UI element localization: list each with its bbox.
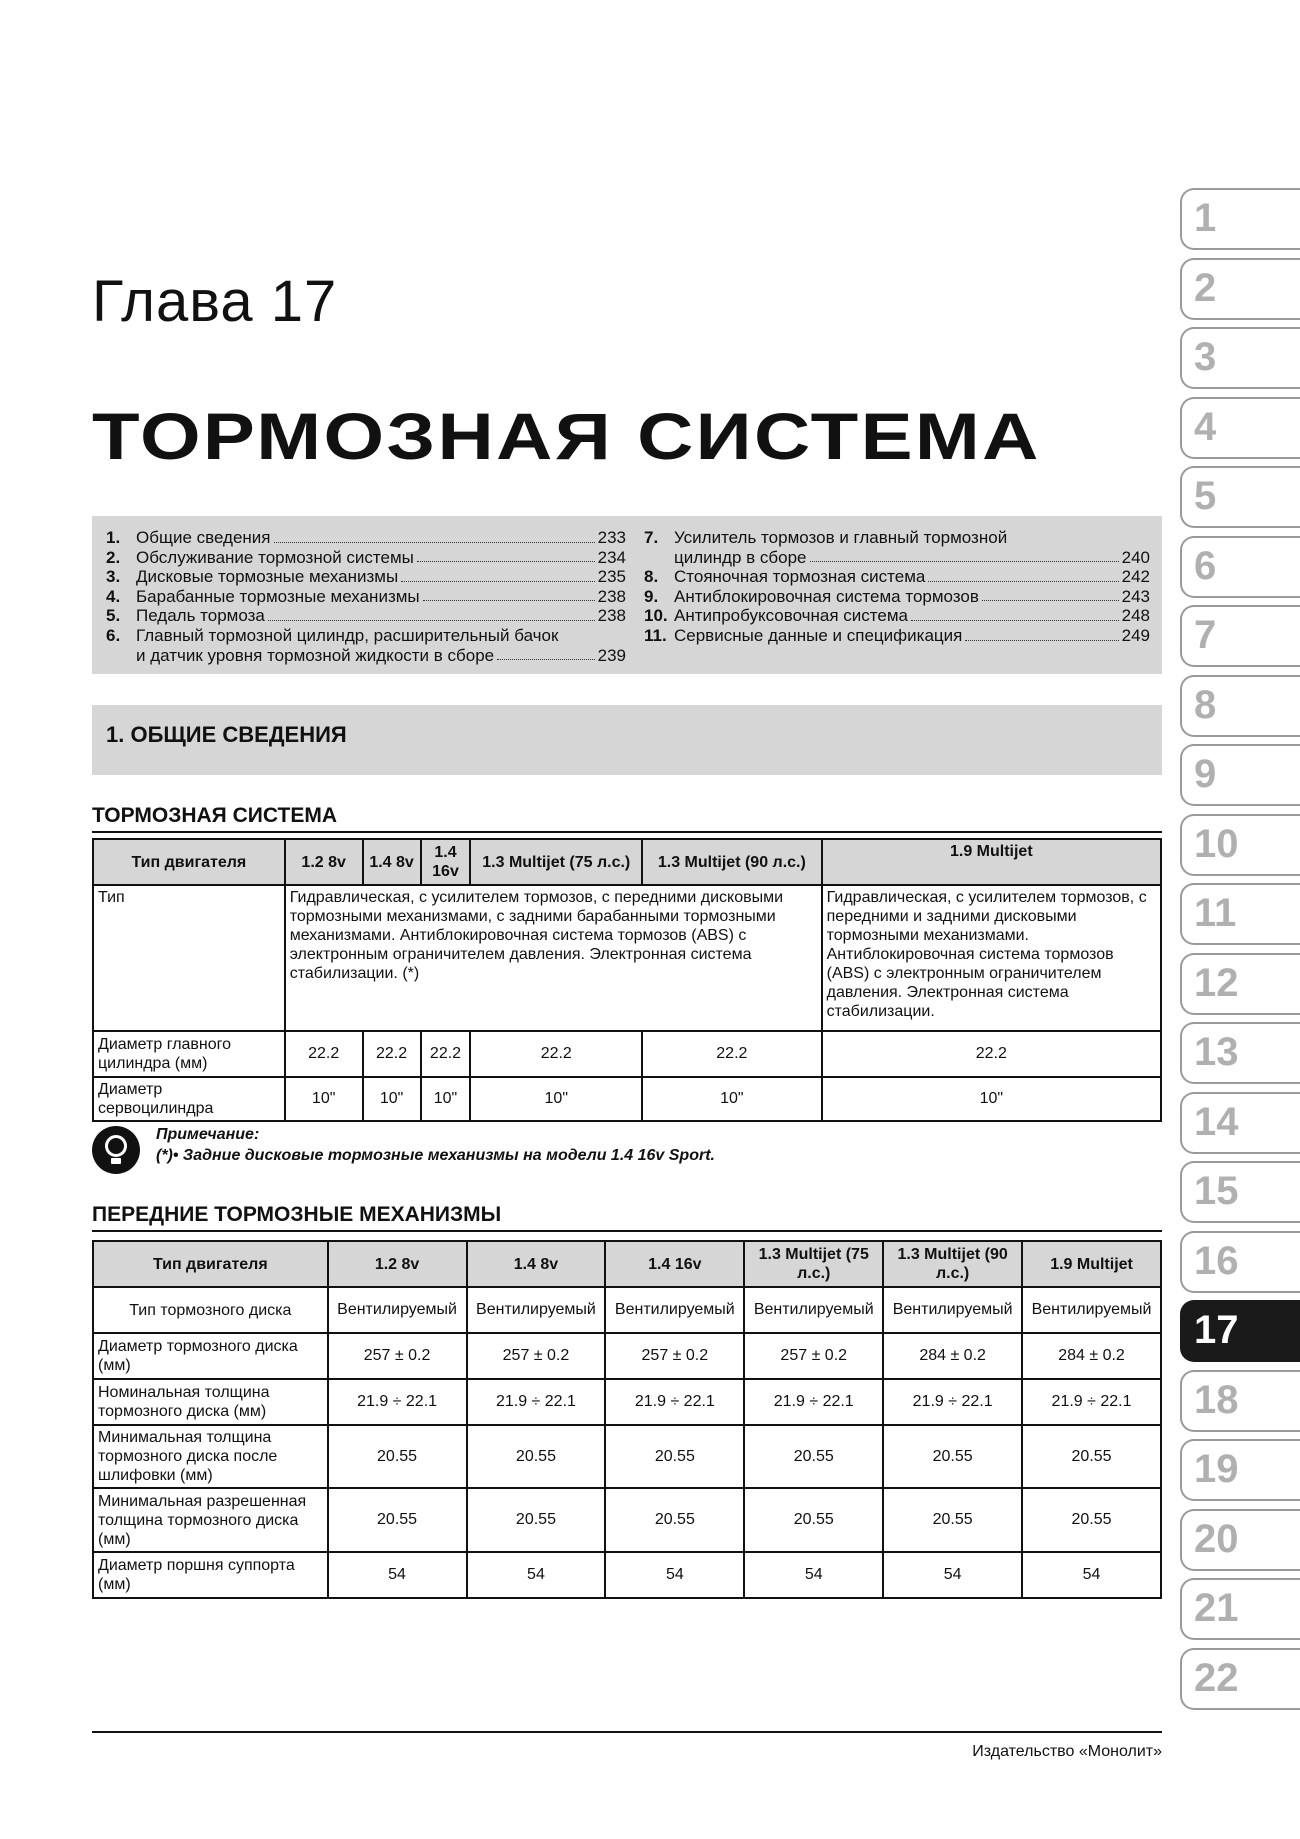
footer-divider <box>92 1731 1162 1733</box>
table-row <box>93 1077 1161 1121</box>
chapter-tabs <box>1180 188 1300 1717</box>
toc-title: Сервисные данные и спецификация <box>674 625 963 645</box>
cell: 284 ± 0.2 <box>883 1333 1022 1379</box>
toc-number: 6. <box>106 625 121 645</box>
table-of-contents <box>92 516 1162 674</box>
row-label: Диаметр поршня суппорта (мм) <box>93 1552 328 1598</box>
chapter-tab-4[interactable] <box>1180 397 1300 459</box>
cell: 54 <box>883 1552 1022 1598</box>
toc-page-number: 248 <box>1121 606 1150 626</box>
chapter-tab-16[interactable] <box>1180 1231 1300 1293</box>
toc-item[interactable] <box>644 587 1150 607</box>
toc-item[interactable] <box>106 567 626 587</box>
cell: 22.2 <box>470 1031 642 1077</box>
chapter-tab-label: 13 <box>1194 1030 1239 1074</box>
chapter-tab-label: 16 <box>1194 1238 1239 1283</box>
toc-number: 10. <box>644 606 668 626</box>
chapter-tab-5[interactable] <box>1180 466 1300 528</box>
chapter-tab-label: 6 <box>1194 543 1217 588</box>
chapter-tab-14[interactable] <box>1180 1092 1300 1154</box>
toc-number: 11. <box>644 625 667 645</box>
chapter-tab-21[interactable] <box>1180 1578 1300 1640</box>
toc-number: 4. <box>106 586 121 606</box>
chapter-tab-11[interactable] <box>1180 883 1300 945</box>
chapter-tab-1[interactable] <box>1180 188 1300 250</box>
cell: 54 <box>744 1552 883 1598</box>
cell: 21.9 ÷ 22.1 <box>467 1379 606 1425</box>
table-row <box>93 1552 1161 1598</box>
cell: 22.2 <box>285 1031 363 1077</box>
cell: 284 ± 0.2 <box>1022 1333 1161 1379</box>
chapter-tab-label: 1 <box>1194 196 1217 240</box>
row-label: Номинальная толщина тормозного диска (мм) <box>93 1379 328 1425</box>
cell: 10" <box>363 1077 421 1121</box>
chapter-tab-9[interactable] <box>1180 744 1300 806</box>
toc-title: Усилитель тормозов и главный тормозной <box>674 528 1008 547</box>
chapter-tab-7[interactable] <box>1180 605 1300 667</box>
cell: 10" <box>285 1077 363 1121</box>
toc-number: 7. <box>644 528 659 547</box>
toc-page-number: 239 <box>597 645 626 665</box>
chapter-tab-15[interactable] <box>1180 1161 1300 1223</box>
chapter-tab-label: 4 <box>1194 404 1217 449</box>
cell: 10" <box>470 1077 642 1121</box>
header-cell: 1.4 16v <box>421 839 471 885</box>
cell: Вентилируемый <box>605 1287 744 1333</box>
toc-number: 1. <box>106 528 121 547</box>
toc-number: 2. <box>106 547 121 567</box>
cell: Вентилируемый <box>1022 1287 1161 1333</box>
cell: 22.2 <box>822 1031 1161 1077</box>
table-row <box>93 1031 1161 1077</box>
toc-item[interactable] <box>106 606 626 626</box>
toc-page-number: 249 <box>1121 625 1150 645</box>
cell: Вентилируемый <box>328 1287 467 1333</box>
publisher-footer: Издательство «Монолит» <box>972 1743 1162 1760</box>
note-title: Примечание: <box>156 1126 260 1143</box>
cell: 54 <box>1022 1552 1161 1598</box>
chapter-tab-13[interactable] <box>1180 1022 1300 1084</box>
cell: Вентилируемый <box>744 1287 883 1333</box>
chapter-tab-2[interactable] <box>1180 258 1300 320</box>
chapter-tab-label: 18 <box>1194 1377 1239 1422</box>
chapter-label: Глава 17 <box>92 269 338 334</box>
chapter-tab-label: 14 <box>1194 1099 1239 1144</box>
cell: 21.9 ÷ 22.1 <box>883 1379 1022 1425</box>
cell: 54 <box>605 1552 744 1598</box>
row-label: Тип <box>93 885 285 1031</box>
brake-system-table <box>92 838 1162 1122</box>
chapter-tab-20[interactable] <box>1180 1509 1300 1571</box>
toc-number: 8. <box>644 567 659 587</box>
header-cell: 1.9 Multijet <box>1022 1241 1161 1287</box>
toc-title: цилиндр в сборе <box>674 547 807 567</box>
note-box <box>92 1124 1162 1176</box>
row-label: Диаметр тормозного диска (мм) <box>93 1333 328 1379</box>
lightbulb-icon <box>92 1126 140 1174</box>
chapter-tab-label: 20 <box>1194 1516 1239 1561</box>
cell: Вентилируемый <box>883 1287 1022 1333</box>
toc-item[interactable] <box>106 548 626 568</box>
table-row <box>93 1425 1161 1488</box>
toc-title: Обслуживание тормозной системы <box>136 547 414 567</box>
chapter-tab-18[interactable] <box>1180 1370 1300 1432</box>
header-cell: 1.3 Multijet (90 л.с.) <box>883 1241 1022 1287</box>
toc-page-number: 243 <box>1121 586 1150 606</box>
row-label: Минимальная разрешенная толщина тормозного диска (мм) <box>93 1488 328 1552</box>
note-text: (*)• Задние дисковые тормозные механизмы на модели 1.4 16v Sport. <box>156 1147 715 1164</box>
cell: 20.55 <box>328 1488 467 1552</box>
chapter-tab-label: 7 <box>1194 613 1217 657</box>
header-cell: 1.3 Multijet (75 л.с.) <box>470 839 642 885</box>
table-row <box>93 885 1161 1031</box>
header-cell: 1.4 8v <box>363 839 421 885</box>
cell: 20.55 <box>883 1488 1022 1552</box>
cell: 10" <box>421 1077 471 1121</box>
table-row <box>93 1287 1161 1333</box>
chapter-tab-3[interactable] <box>1180 327 1300 389</box>
chapter-title: ТОРМОЗНАЯ СИСТЕМА <box>92 399 1041 473</box>
row-label: Диаметр сервоцилиндра <box>93 1077 285 1121</box>
cell: 20.55 <box>744 1425 883 1488</box>
cell: 20.55 <box>744 1488 883 1552</box>
cell: 257 ± 0.2 <box>744 1333 883 1379</box>
cell: 10" <box>642 1077 822 1121</box>
header-cell: 1.3 Multijet (90 л.с.) <box>642 839 822 885</box>
cell: 54 <box>328 1552 467 1598</box>
table-row <box>93 1379 1161 1425</box>
toc-item[interactable] <box>644 626 1150 646</box>
toc-item[interactable] <box>644 567 1150 587</box>
header-cell: Тип двигателя <box>93 1241 328 1287</box>
chapter-tab-label: 9 <box>1194 752 1217 796</box>
toc-item[interactable] <box>106 626 626 665</box>
brake-system-heading: ТОРМОЗНАЯ СИСТЕМА <box>92 804 1162 833</box>
cell: 10" <box>822 1077 1161 1121</box>
toc-item[interactable] <box>106 587 626 607</box>
toc-title: Педаль тормоза <box>136 606 265 626</box>
cell: Вентилируемый <box>467 1287 606 1333</box>
toc-title: Барабанные тормозные механизмы <box>136 586 420 606</box>
chapter-tab-8[interactable] <box>1180 675 1300 737</box>
header-cell: 1.9 Multijet <box>822 839 1161 885</box>
cell: 20.55 <box>883 1425 1022 1488</box>
toc-page-number: 233 <box>597 528 626 547</box>
cell: 21.9 ÷ 22.1 <box>744 1379 883 1425</box>
header-cell: 1.3 Multijet (75 л.с.) <box>744 1241 883 1287</box>
table-row <box>93 1333 1161 1379</box>
toc-title: Общие сведения <box>136 528 271 547</box>
header-cell: 1.4 8v <box>467 1241 606 1287</box>
chapter-tab-label: 8 <box>1194 682 1217 727</box>
front-brakes-heading: ПЕРЕДНИЕ ТОРМОЗНЫЕ МЕХАНИЗМЫ <box>92 1203 1162 1232</box>
toc-number: 5. <box>106 606 121 626</box>
chapter-tab-label: 5 <box>1194 474 1217 518</box>
cell: 21.9 ÷ 22.1 <box>328 1379 467 1425</box>
toc-number: 3. <box>106 567 121 587</box>
cell: 20.55 <box>467 1488 606 1552</box>
chapter-tab-label: 19 <box>1194 1447 1239 1491</box>
chapter-tab-22[interactable] <box>1180 1648 1300 1710</box>
toc-title: Антиблокировочная система тормозов <box>674 586 979 606</box>
toc-page-number: 234 <box>597 547 626 567</box>
chapter-tab-label: 2 <box>1194 265 1217 310</box>
cell: 54 <box>467 1552 606 1598</box>
header-cell: 1.2 8v <box>285 839 363 885</box>
toc-title: Главный тормозной цилиндр, расширительный бачок <box>136 625 559 645</box>
header-cell: Тип двигателя <box>93 839 285 885</box>
cell: 257 ± 0.2 <box>605 1333 744 1379</box>
toc-page-number: 242 <box>1121 567 1150 587</box>
toc-page-number: 240 <box>1121 547 1150 567</box>
cell: 21.9 ÷ 22.1 <box>605 1379 744 1425</box>
type-description: Гидравлическая, с усилителем тормозов, с передними дисковыми тормозными механизмами, с задними барабанными тормозными механизмами. Антиблокировочная система тормозов (ABS) с электронным ограничителем давления. Электронная система стабилизации. (*) <box>285 885 822 1031</box>
cell: 20.55 <box>328 1425 467 1488</box>
chapter-tab-label: 11 <box>1194 891 1237 935</box>
chapter-tab-label: 17 <box>1194 1308 1239 1352</box>
toc-item[interactable] <box>644 528 1150 567</box>
toc-right-column <box>644 528 1150 646</box>
header-cell: 1.2 8v <box>328 1241 467 1287</box>
cell: 20.55 <box>1022 1488 1161 1552</box>
row-label: Диаметр главного цилиндра (мм) <box>93 1031 285 1077</box>
toc-page-number: 235 <box>597 567 626 587</box>
type-description: Гидравлическая, с усилителем тормозов, с передними и задними дисковыми тормозными механизмами. Антиблокировочная система тормозов (ABS) с электронным ограничителем давления. Электронная система стабилизации. <box>822 885 1161 1031</box>
cell: 22.2 <box>421 1031 471 1077</box>
toc-title: Дисковые тормозные механизмы <box>136 567 399 587</box>
cell: 257 ± 0.2 <box>467 1333 606 1379</box>
cell: 21.9 ÷ 22.1 <box>1022 1379 1161 1425</box>
chapter-tab-label: 12 <box>1194 960 1239 1005</box>
toc-page-number: 238 <box>597 606 626 626</box>
chapter-tab-12[interactable] <box>1180 953 1300 1015</box>
section-header <box>92 705 1162 775</box>
section-title: 1. ОБЩИЕ СВЕДЕНИЯ <box>106 722 347 747</box>
chapter-tab-19[interactable] <box>1180 1439 1300 1501</box>
toc-title: Антипробуксовочная система <box>674 606 908 626</box>
chapter-tab-label: 21 <box>1194 1586 1239 1630</box>
cell: 257 ± 0.2 <box>328 1333 467 1379</box>
header-cell: 1.4 16v <box>605 1241 744 1287</box>
toc-title: и датчик уровня тормозной жидкости в сборе <box>136 645 495 665</box>
toc-item[interactable] <box>644 606 1150 626</box>
chapter-tab-label: 3 <box>1194 335 1217 379</box>
table-row <box>93 1488 1161 1552</box>
row-label: Тип тормозного диска <box>93 1287 328 1333</box>
cell: 22.2 <box>642 1031 822 1077</box>
front-brakes-table <box>92 1240 1162 1599</box>
row-label: Минимальная толщина тормозного диска после шлифовки (мм) <box>93 1425 328 1488</box>
chapter-tab-10[interactable] <box>1180 814 1300 876</box>
toc-left-column <box>106 528 626 665</box>
cell: 20.55 <box>605 1425 744 1488</box>
cell: 22.2 <box>363 1031 421 1077</box>
cell: 20.55 <box>467 1425 606 1488</box>
cell: 20.55 <box>605 1488 744 1552</box>
toc-item[interactable] <box>106 528 626 548</box>
chapter-tab-6[interactable] <box>1180 536 1300 598</box>
chapter-tab-label: 15 <box>1194 1169 1239 1213</box>
cell: 20.55 <box>1022 1425 1161 1488</box>
toc-page-number: 238 <box>597 586 626 606</box>
chapter-tab-17[interactable] <box>1180 1300 1300 1362</box>
toc-number: 9. <box>644 586 659 606</box>
toc-title: Стояночная тормозная система <box>674 567 926 587</box>
chapter-tab-label: 22 <box>1194 1655 1239 1700</box>
chapter-tab-label: 10 <box>1194 821 1239 866</box>
